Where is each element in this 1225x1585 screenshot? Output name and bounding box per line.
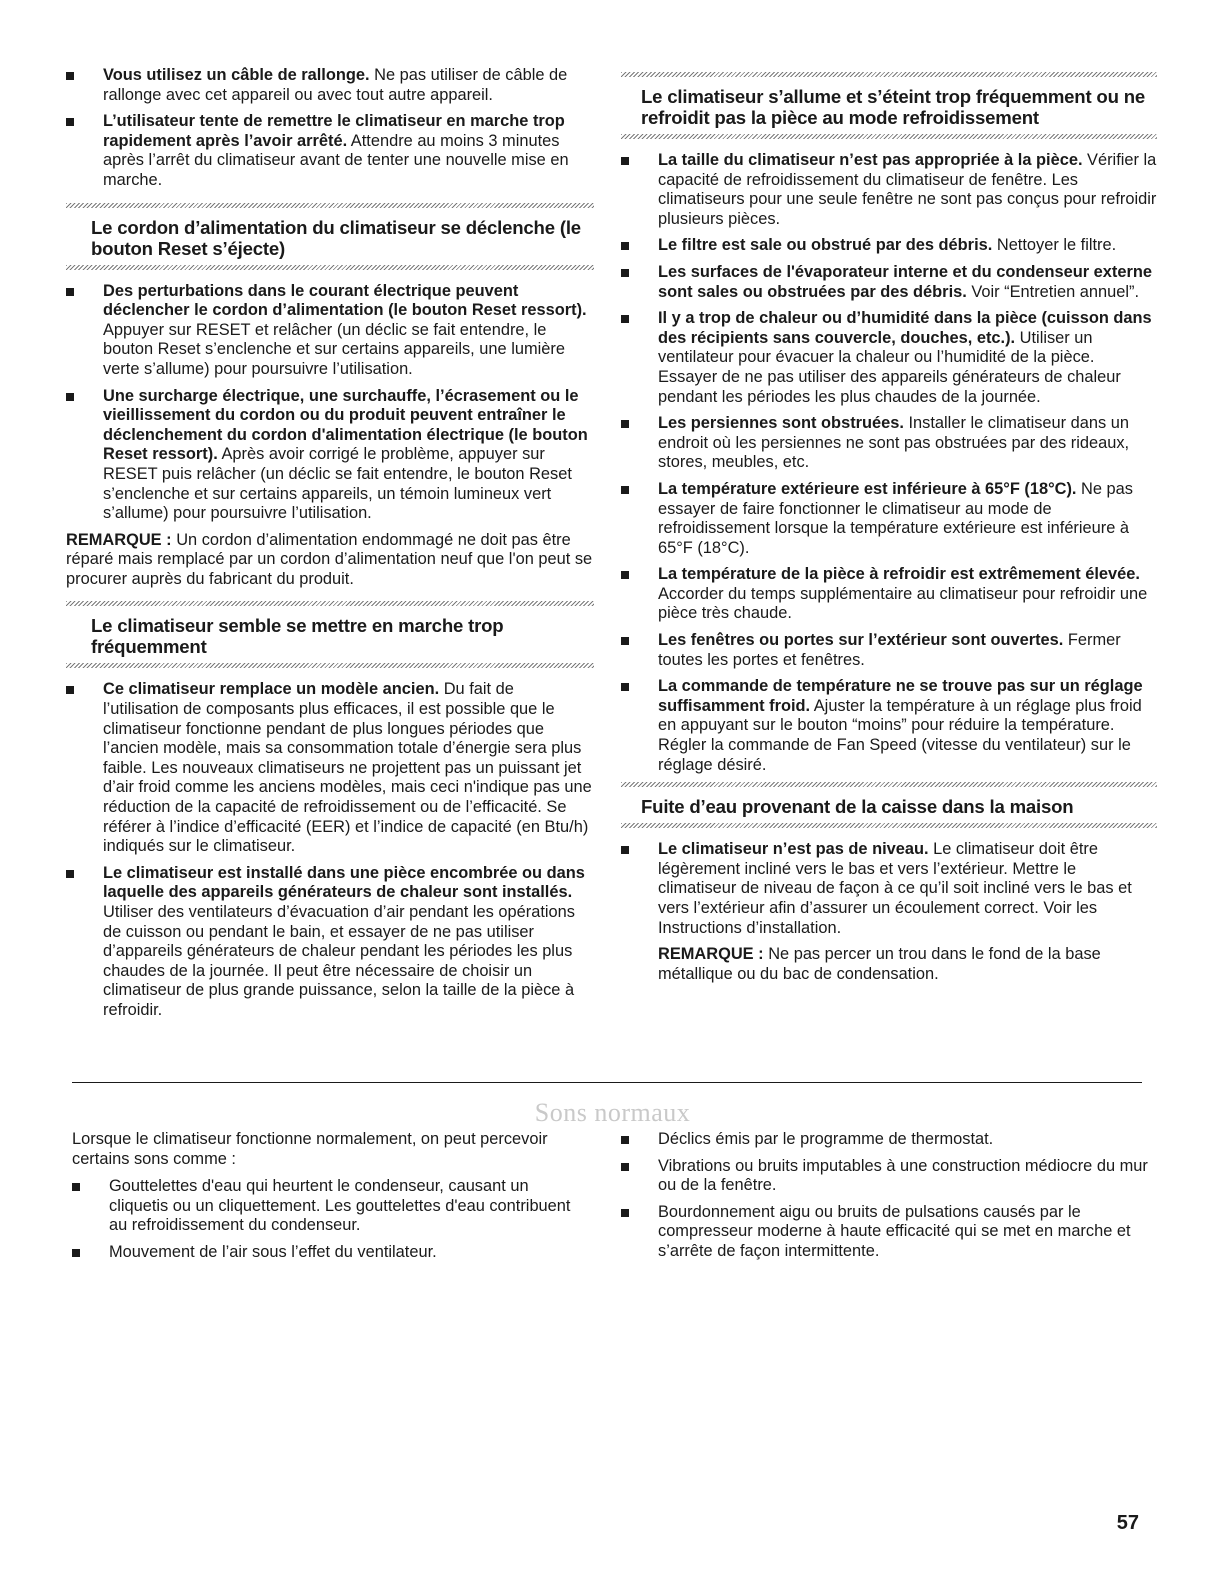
sound-list	[72, 1177, 582, 1262]
hatched-divider	[66, 663, 594, 668]
list-item: Les fenêtres ou portes sur l’extérieur sont ouvertes. Fermer toutes les portes et fenêtres.	[621, 631, 1157, 670]
list-item: Les persiennes sont obstruées. Installer le climatiseur dans un endroit où les persiennes ne sont pas obstruées par des rideaux, stores, meubles, etc.	[621, 414, 1157, 473]
hatched-divider	[621, 823, 1157, 828]
sons-right-column	[621, 1130, 1157, 1269]
section-title: Le cordon d’alimentation du climatiseur se déclenche (le bouton Reset s’éjecte)	[91, 216, 581, 259]
list-item: Ce climatiseur remplace un modèle ancien. Du fait de l’utilisation de composants plus efficaces, il est possible que le climatiseur fonctionne pendant de plus longues périodes que l’ancien modèle, mais sa consommation totale d’énergie sera plus faible. Les nouveaux climatiseurs ne projettent pas un puissant jet d’air froid comme les anciens modèles, mais ceci n'indique pas une réduction de la capacité de refroidissement ou de l’efficacité. Se référer à l’indice d’efficacité (EER) et l’indice de capacité (en Btu/h) indiqués sur le climatiseur.	[66, 680, 594, 856]
bullet-icon	[66, 870, 74, 878]
list-item: La température de la pièce à refroidir est extrêmement élevée. Accorder du temps supplémentaire au climatiseur pour refroidir une pièce très chaude.	[621, 565, 1157, 624]
bullet-icon	[621, 846, 629, 854]
bullet-icon	[621, 683, 629, 691]
cause-list	[66, 680, 594, 1020]
bullet-icon	[66, 288, 74, 296]
sons-left-column	[72, 1130, 582, 1270]
section-heading: Sons normaux	[534, 1098, 691, 1127]
bullet-icon	[66, 393, 74, 401]
list-item: Le climatiseur n’est pas de niveau. Le climatiseur doit être légèrement incliné vers le bas et vers l’extérieur. Mettre le climatiseur de niveau de façon à ce qu’il soit incliné vers le bas et vers l’extérieur afin d’assurer un écoulement correct. Voir les Instructions d’installation.	[621, 840, 1157, 938]
list-item: Des perturbations dans le courant électrique peuvent déclencher le cordon d’alimentation (le bouton Reset ressort). Appuyer sur RESET et relâcher (un déclic se fait entendre, le bouton Reset s’enclenche et sur certains appareils, une lumière verte s’allume) pour poursuivre l’utilisation.	[66, 282, 594, 380]
bullet-icon	[66, 118, 74, 126]
hatched-divider	[621, 134, 1157, 139]
bullet-icon	[621, 1209, 629, 1217]
list-item: Gouttelettes d'eau qui heurtent le condenseur, causant un cliquetis ou un cliquettement. Les gouttelettes d'eau contribuent au refroidissement du condenseur.	[72, 1177, 582, 1236]
bullet-icon	[621, 315, 629, 323]
note: REMARQUE : Un cordon d’alimentation endommagé ne doit pas être réparé mais remplacé par un cordon d’alimentation neuf que l'on peut se procurer auprès du fabricant du produit.	[66, 530, 593, 588]
section-title: Le climatiseur semble se mettre en marche trop fréquemment	[91, 615, 504, 658]
list-item: La commande de température ne se trouve pas sur un réglage suffisamment froid. Ajuster la température à un réglage plus froid en appuyant sur le bouton “moins” pour réduire la température. Régler la commande de Fan Speed (vitesse du ventilateur) sur le réglage désiré.	[621, 677, 1157, 775]
bullet-icon	[621, 242, 629, 250]
right-column	[621, 72, 1157, 996]
bullet-icon	[621, 1136, 629, 1144]
cause-list	[66, 282, 594, 524]
bullet-icon	[621, 637, 629, 645]
list-item: Une surcharge électrique, une surchauffe, l’écrasement ou le vieillissement du cordon ou du produit peuvent entraîner le déclenchement du cordon d'alimentation électrique (le bouton Reset ressort). Après avoir corrigé le problème, appuyer sur RESET puis relâcher (un déclic se fait entendre, le bouton Reset s’enclenche et sur certains appareils, un témoin lumineux vert s’allume) pour poursuivre l’utilisation.	[66, 387, 594, 524]
sound-list	[621, 1130, 1157, 1262]
note: REMARQUE : Ne pas percer un trou dans le fond de la base métallique ou du bac de condensation.	[658, 945, 1101, 983]
bullet-icon	[72, 1183, 80, 1191]
cause-list	[621, 840, 1157, 938]
bullet-icon	[621, 486, 629, 494]
list-item: Vibrations ou bruits imputables à une construction médiocre du mur ou de la fenêtre.	[621, 1157, 1157, 1196]
section-title: Le climatiseur s’allume et s’éteint trop fréquemment ou ne refroidit pas la pièce au mode refroidissement	[641, 86, 1145, 128]
list-item: Bourdonnement aigu ou bruits de pulsations causés par le compresseur moderne à haute efficacité qui se met en marche et s’arrête de façon intermittente.	[621, 1203, 1157, 1262]
bullet-icon	[621, 420, 629, 428]
list-item: Les surfaces de l'évaporateur interne et du condenseur externe sont sales ou obstruées par des débris. Voir “Entretien annuel”.	[621, 263, 1157, 302]
section-header	[66, 601, 594, 668]
hatched-divider	[66, 265, 594, 270]
list-item: Vous utilisez un câble de rallonge. Ne pas utiliser de câble de rallonge avec cet appareil ou avec tout autre appareil.	[66, 66, 594, 105]
list-item: L’utilisateur tente de remettre le climatiseur en marche trop rapidement après l’avoir arrêté. Attendre au moins 3 minutes après l’arrêt du climatiseur avant de tenter une nouvelle mise en marche.	[66, 112, 594, 190]
bullet-icon	[66, 686, 74, 694]
page-number: 57	[1116, 1512, 1139, 1534]
section-header	[621, 72, 1157, 139]
section-header	[66, 203, 594, 270]
bullet-icon	[66, 72, 74, 80]
list-item: Le climatiseur est installé dans une pièce encombrée ou dans laquelle des appareils générateurs de chaleur sont installés. Utiliser des ventilateurs d’évacuation d’air pendant les opérations de cuisson ou pendant le bain, et essayer de ne pas utiliser d’appareils générateurs de chaleur pendant les périodes les plus chaudes de la journée. Il peut être nécessaire de choisir un climatiseur de plus grande puissance, selon la taille de la pièce à refroidir.	[66, 864, 594, 1021]
top-cause-list	[66, 66, 594, 191]
bullet-icon	[621, 269, 629, 277]
intro-text: Lorsque le climatiseur fonctionne normalement, on peut percevoir certains sons comme :	[72, 1130, 548, 1168]
section-title: Fuite d’eau provenant de la caisse dans la maison	[641, 796, 1074, 818]
bullet-icon	[621, 571, 629, 579]
bullet-icon	[621, 157, 629, 165]
bullet-icon	[72, 1249, 80, 1257]
list-item: Le filtre est sale ou obstrué par des débris. Nettoyer le filtre.	[621, 236, 1157, 256]
list-item: Il y a trop de chaleur ou d’humidité dans la pièce (cuisson dans des récipients sans couvercle, douches, etc.). Utiliser un ventilateur pour évacuer la chaleur ou l’humidité de la pièce. Essayer de ne pas utiliser des appareils générateurs de chaleur pendant les périodes les plus chaudes de la journée.	[621, 309, 1157, 407]
bullet-icon	[621, 1163, 629, 1171]
section-header	[621, 782, 1157, 828]
list-item: Déclics émis par le programme de thermostat.	[621, 1130, 1157, 1150]
section-divider	[72, 1082, 1142, 1083]
list-item: Mouvement de l’air sous l’effet du ventilateur.	[72, 1243, 582, 1263]
left-column	[66, 66, 594, 1028]
list-item: La taille du climatiseur n’est pas appropriée à la pièce. Vérifier la capacité de refroidissement du climatiseur de fenêtre. Les climatiseurs pour une seule fenêtre ne sont pas conçus pour refroidir plusieurs pièces.	[621, 151, 1157, 229]
cause-list	[621, 151, 1157, 775]
list-item: La température extérieure est inférieure à 65°F (18°C). Ne pas essayer de faire fonctionner le climatiseur au mode de refroidissement lorsque la température extérieure est inférieure à 65°F (18°C).	[621, 480, 1157, 558]
